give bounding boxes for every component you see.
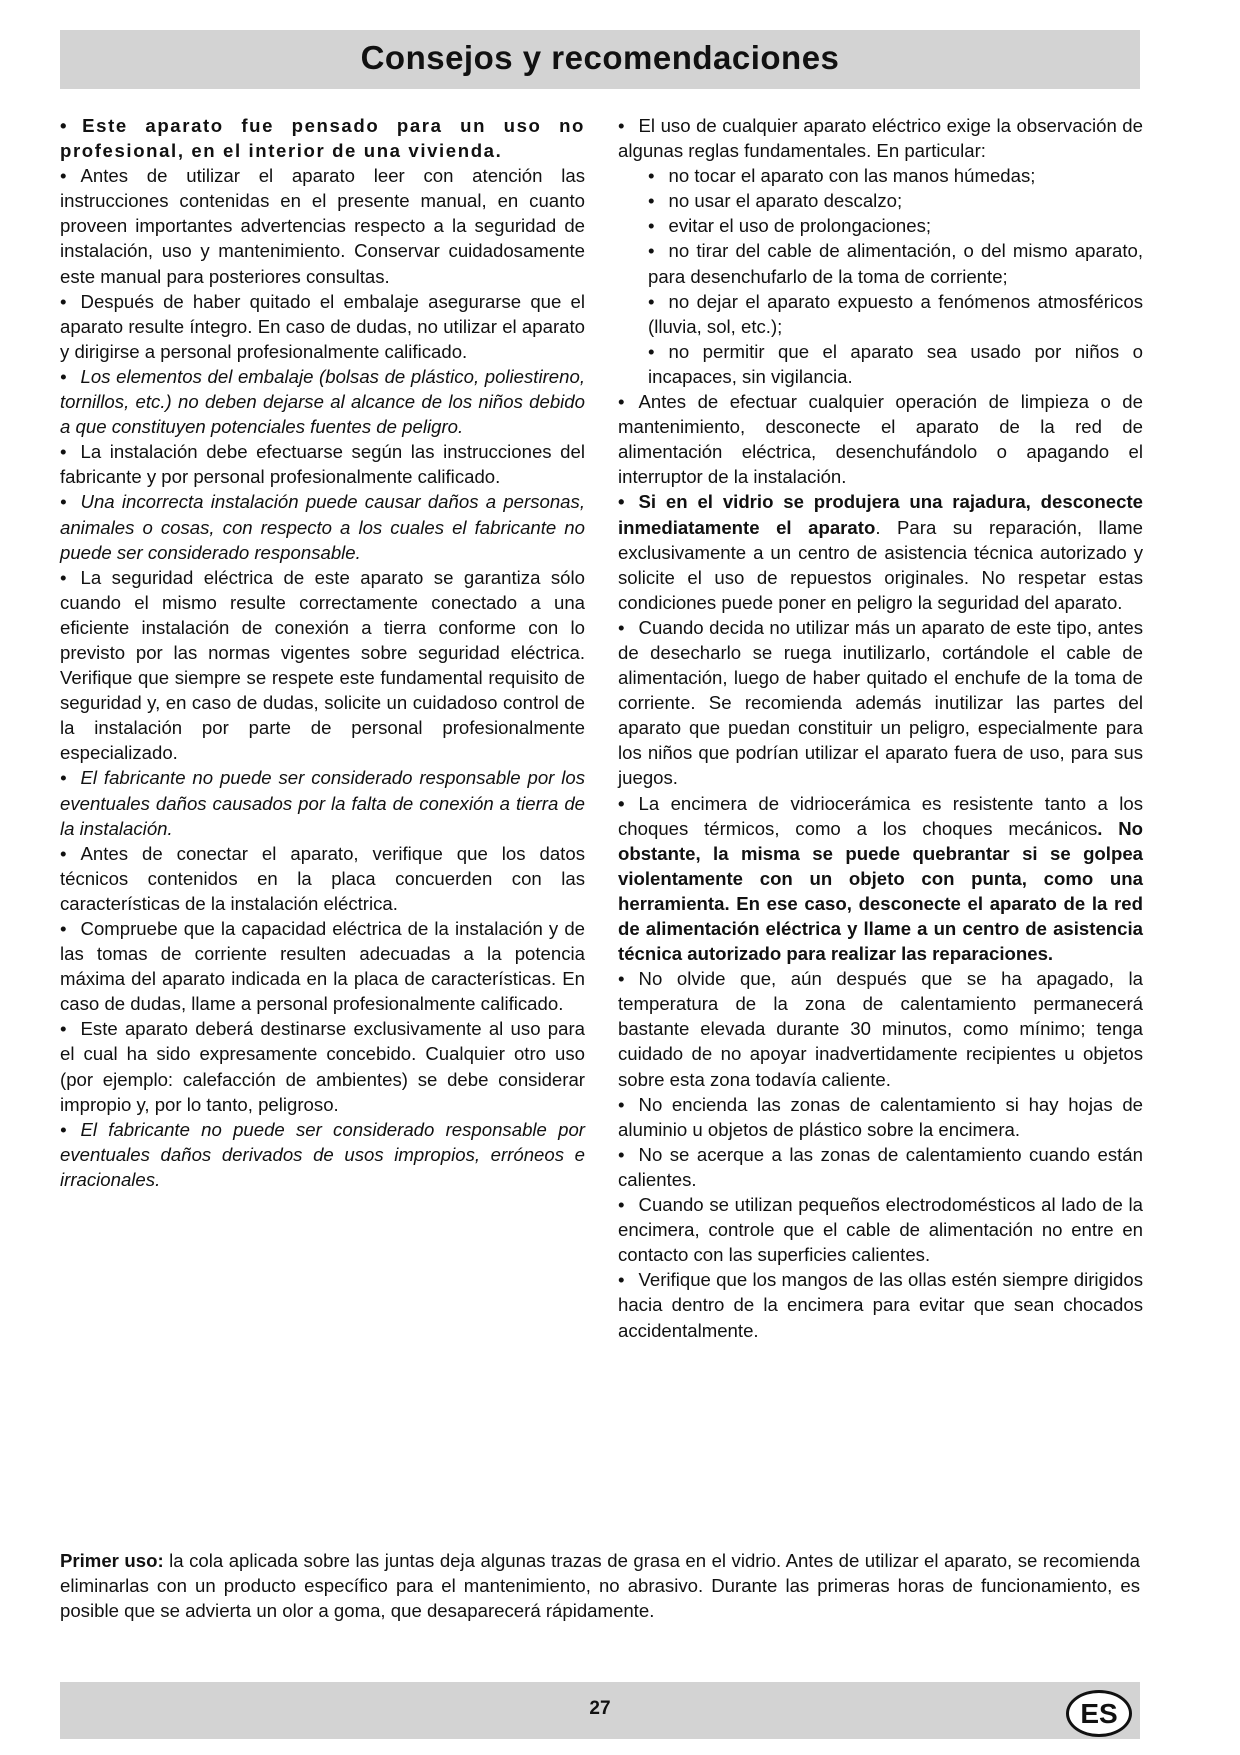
page-number: 27 bbox=[589, 1698, 611, 1719]
rule-item: • no usar el aparato descalzo; bbox=[648, 190, 903, 212]
left-column bbox=[60, 113, 585, 1192]
paragraph-rest: • No olvide que, aún después que se ha apagado, la temperatura de la zona de calentamiento permanecerá bastante elevada durante 30 minutos, como mínimo; tenga cuidado de no apoyar inadvertidamente recipientes u objetos sobre esta zona todavía caliente. bbox=[618, 968, 1143, 1090]
rule-item: • no tocar el aparato con las manos húmedas; bbox=[648, 165, 1036, 187]
crack-warning: Si en el vidrio se produjera una rajadura, desconecte inmediatamente el aparato bbox=[618, 491, 1143, 538]
paragraph-2: • Antes de utilizar el aparato leer con atención las instrucciones contenidas en el presente manual, en cuanto proveen importantes advertencias respecto a la seguridad de instalación, uso y mantenimiento. Conservar cuidadosamente este manual para posteriores consultas. bbox=[60, 165, 585, 287]
first-use-label: Primer uso: bbox=[60, 1550, 164, 1571]
first-use-note bbox=[60, 1548, 1140, 1623]
rule-item: • no tirar del cable de alimentación, o del mismo aparato, para desenchufarlo de la toma de corriente; bbox=[648, 240, 1143, 287]
title-bar bbox=[60, 30, 1140, 89]
rule-item: • no permitir que el aparato sea usado por niños o incapaces, sin vigilancia. bbox=[648, 340, 1143, 387]
paragraph-6: • Una incorrecta instalación puede causar daños a personas, animales o cosas, con respecto a los cuales el fabricante no puede ser considerado responsable. bbox=[60, 491, 585, 563]
paragraph-10: • Compruebe que la capacidad eléctrica de la instalación y de las tomas de corriente resulten adecuadas a la potencia máxima del aparato indicada en la placa de características. En caso de dudas, llame a personal profesionalmente calificado. bbox=[60, 918, 585, 1015]
rule-item: • no dejar el aparato expuesto a fenómenos atmosféricos (lluvia, sol, etc.); bbox=[648, 290, 1143, 337]
paragraph-1: • Este aparato fue pensado para un uso no profesional, en el interior de una vivienda. bbox=[60, 115, 585, 162]
paragraph-11: • Este aparato deberá destinarse exclusivamente al uso para el cual ha sido expresamente concebido. Cualquier otro uso (por ejemplo: calefacción de ambientes) se debe considerar impropio y, por lo tanto, peligroso. bbox=[60, 1018, 585, 1115]
paragraph-8: • El fabricante no puede ser considerado responsable por los eventuales daños causados por la falta de conexión a tierra de la instalación. bbox=[60, 767, 585, 839]
paragraph-rest: • Cuando se utilizan pequeños electrodomésticos al lado de la encimera, controle que el cable de alimentación no entre en contacto con las superficies calientes. bbox=[618, 1194, 1143, 1266]
page-title: Consejos y recomendaciones bbox=[360, 39, 840, 76]
paragraph-rest: • No encienda las zonas de calentamiento si hay hojas de aluminio u objetos de plástico sobre la encimera. bbox=[618, 1093, 1143, 1140]
disposal-paragraph: • Cuando decida no utilizar más un aparato de este tipo, antes de desecharlo se ruega inutilizarlo, cortándole el cable de alimentación, luego de haber quitado el enchufe de la toma de corriente. Se recomienda además inutilizar las partes del aparato que puedan constituir un peligro, especialmente para los niños que podrían utilizar el aparato fuera de uso, para sus juegos. bbox=[618, 616, 1143, 789]
crack-paragraph: • Si en el vidrio se produjera una rajadura, desconecte inmediatamente el aparato. Para su reparación, llame exclusivamente a un centro de asistencia técnica autorizado y solicite el uso de repuestos originales. No respetar estas condiciones puede poner en peligro la seguridad del aparato. bbox=[618, 491, 1143, 613]
paragraph-4: • Los elementos del embalaje (bolsas de plástico, poliestireno, tornillos, etc.) no deben dejarse al alcance de los niños debido a que constituyen potenciales fuentes de peligro. bbox=[60, 365, 585, 438]
paragraph-3: • Después de haber quitado el embalaje asegurarse que el aparato resulte íntegro. En caso de dudas, no utilizar el aparato y dirigirse a personal profesionalmente calificado. bbox=[60, 290, 585, 362]
rule-item: • evitar el uso de prolongaciones; bbox=[648, 215, 932, 237]
first-use-text: la cola aplicada sobre las juntas deja algunas trazas de grasa en el vidrio. Antes de utilizar el aparato, se recomienda eliminarlas con un producto específico para el mantenimiento, no abrasivo. Durante las primeras horas de funcionamiento, es posible que se advierta un olor a goma, que desaparecerá rápidamente. bbox=[60, 1550, 1140, 1622]
paragraph-12: • El fabricante no puede ser considerado responsable por eventuales daños derivados de usos impropios, erróneos e irracionales. bbox=[60, 1118, 585, 1190]
right-column bbox=[618, 113, 1143, 1343]
ceramic-paragraph: • La encimera de vidriocerámica es resistente tanto a los choques térmicos, como a los choques mecánicos. No obstante, la misma se puede quebrantar si se golpea violentamente con un objeto con punta, como una herramienta. En ese caso, desconecte el aparato de la red de alimentación eléctrica y llame a un centro de asistencia técnica autorizado para realizar las reparaciones. bbox=[618, 792, 1143, 965]
language-badge: ES bbox=[1066, 1690, 1132, 1737]
paragraph-9: • Antes de conectar el aparato, verifique que los datos técnicos contenidos en la placa concuerden con las características de la instalación eléctrica. bbox=[60, 842, 585, 914]
paragraph-7: • La seguridad eléctrica de este aparato se garantiza sólo cuando el mismo resulte correctamente conectado a una eficiente instalación de conexión a tierra conforme con lo previsto por las normas vigentes sobre seguridad eléctrica. Verifique que siempre se respete este fundamental requisito de seguridad y, en caso de dudas, solicite un cuidadoso control de la instalación por parte de personal profesionalmente especializado. bbox=[60, 566, 585, 764]
paragraph-rest: • Verifique que los mangos de las ollas estén siempre dirigidos hacia dentro de la encimera para evitar que sean chocados accidentalmente. bbox=[618, 1269, 1143, 1341]
ceramic-warning: . No obstante, la misma se puede quebrantar si se golpea violentamente con un objeto con punta, como una herramienta. En ese caso, desconecte el aparato de la red de alimentación eléctrica y llame a un centro de asistencia técnica autorizado para realizar las reparaciones. bbox=[618, 817, 1143, 965]
page-footer-bar bbox=[60, 1682, 1140, 1739]
rules-intro: • El uso de cualquier aparato eléctrico exige la observación de algunas reglas fundamentales. En particular: bbox=[618, 115, 1143, 162]
paragraph-5: • La instalación debe efectuarse según las instrucciones del fabricante y por personal profesionalmente calificado. bbox=[60, 441, 585, 488]
cleaning-paragraph: • Antes de efectuar cualquier operación de limpieza o de mantenimiento, desconecte el aparato de la red de alimentación eléctrica, desenchufándolo o apagando el interruptor de la instalación. bbox=[618, 391, 1143, 488]
paragraph-rest: • No se acerque a las zonas de calentamiento cuando están calientes. bbox=[618, 1143, 1143, 1190]
